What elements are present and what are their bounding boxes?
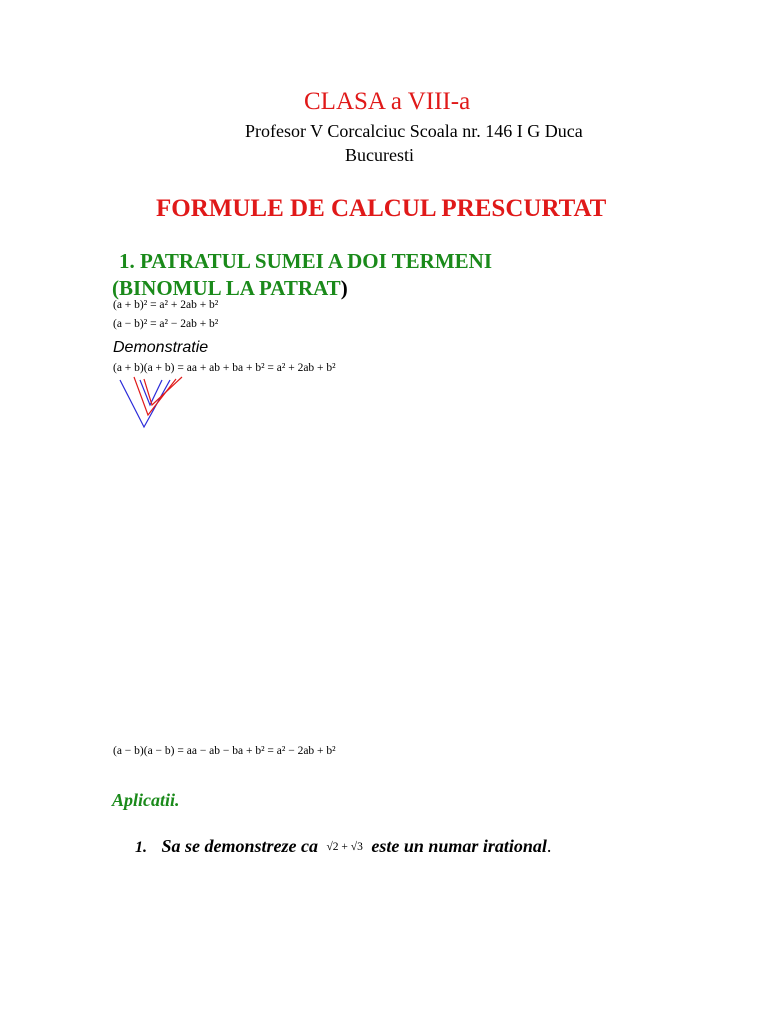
section-heading-close: ): [340, 276, 348, 300]
exercise-text-before: Sa se demonstreze ca: [161, 836, 318, 856]
inner-arrow-red-2: [144, 377, 182, 405]
main-heading: FORMULE DE CALCUL PRESCURTAT: [156, 195, 607, 222]
formula-square-of-sum: (a + b)² = a² + 2ab + b²: [113, 299, 219, 311]
section-heading-line2: (BINOMUL LA PATRAT: [112, 276, 341, 300]
demonstration-label: Demonstratie: [113, 339, 209, 356]
outer-arrow-blue: [120, 380, 170, 427]
exercise-item: [135, 836, 551, 857]
demonstration-formula-sum: (a + b)(a + b) = aa + ab + ba + b² = a² + 2ab + b²: [113, 362, 336, 374]
exercise-end: .: [546, 836, 552, 856]
applications-label: Aplicatii.: [112, 790, 180, 810]
exercise-text-after: este un numar irational: [371, 836, 547, 856]
city-line: Bucuresti: [345, 145, 414, 165]
multiplication-arrows-diagram: [118, 375, 198, 435]
exercise-number: 1.: [135, 839, 147, 856]
section-heading: [112, 248, 572, 302]
formula-square-of-difference: (a − b)² = a² − 2ab + b²: [113, 318, 219, 330]
exercise-math: √2 + √3: [326, 841, 363, 853]
section-number: 1.: [119, 249, 135, 273]
document-title: CLASA a VIII-a: [304, 88, 471, 115]
demonstration-formula-difference: (a − b)(a − b) = aa − ab − ba + b² = a² − 2ab + b²: [113, 745, 336, 757]
section-heading-line1: PATRATUL SUMEI A DOI TERMENI: [140, 249, 493, 273]
inner-arrow-red: [134, 377, 176, 415]
author-line: Profesor V Corcalciuc Scoala nr. 146 I G Duca: [245, 121, 583, 141]
